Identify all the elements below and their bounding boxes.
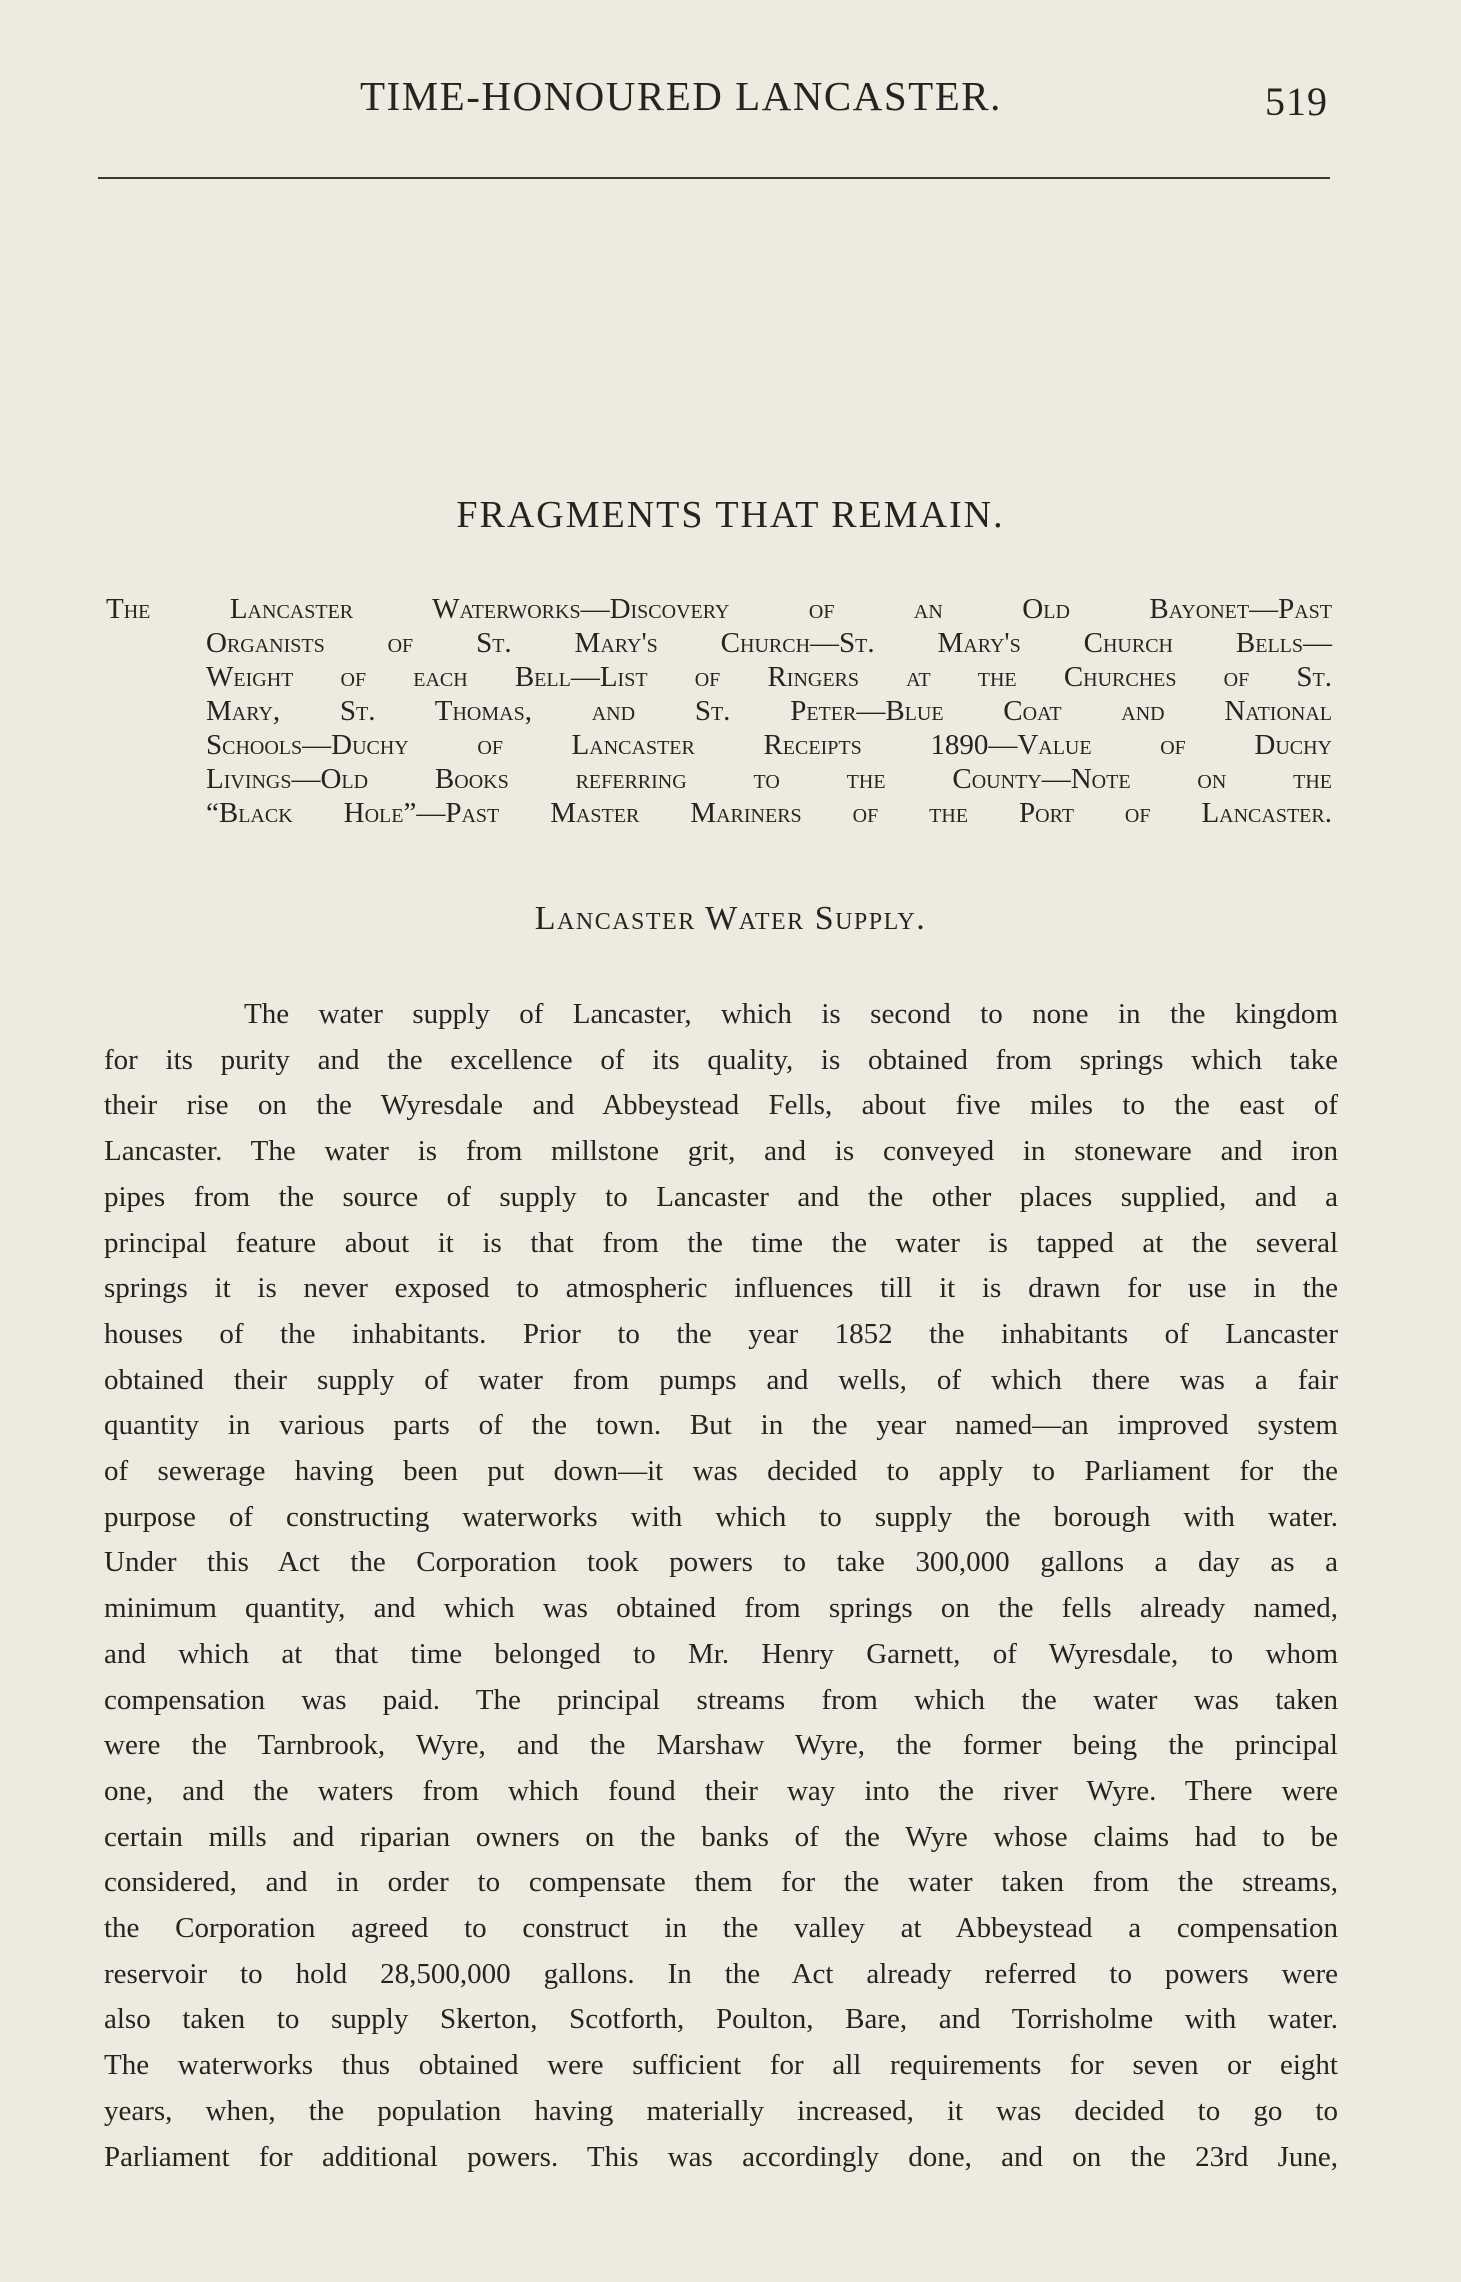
text-line: years, when, the population having materially increased, it was decided to go to: [104, 2094, 1338, 2127]
text-line: considered, and in order to compensate them for the water taken from the streams,: [104, 1866, 1338, 1899]
running-head: [98, 72, 1328, 132]
body-paragraph: [104, 992, 1338, 2180]
text-line: the Corporation agreed to construct in the valley at Abbeystead a compensation: [104, 1912, 1338, 1945]
header-rule: [98, 177, 1330, 179]
text-line: Parliament for additional powers. This was accordingly done, and on the 23rd June,: [104, 2140, 1338, 2173]
text-line: of sewerage having been put down—it was decided to apply to Parliament for the: [104, 1455, 1338, 1488]
synopsis-line: Mary, St. Thomas, and St. Peter—Blue Coat and National: [206, 695, 1332, 727]
text-line: springs it is never exposed to atmospheric influences till it is drawn for use in the: [104, 1272, 1338, 1305]
text-line: Under this Act the Corporation took powers to take 300,000 gallons a day as a: [104, 1546, 1338, 1579]
synopsis-line: Livings—Old Books referring to the County—Note on the: [206, 763, 1332, 795]
text-line: quantity in various parts of the town. But in the year named—an improved system: [104, 1409, 1338, 1442]
text-line: were the Tarnbrook, Wyre, and the Marshaw Wyre, the former being the principal: [104, 1729, 1338, 1762]
text-line: and which at that time belonged to Mr. Henry Garnett, of Wyresdale, to whom: [104, 1637, 1338, 1670]
synopsis-line: Schools—Duchy of Lancaster Receipts 1890—Value of Duchy: [206, 729, 1332, 761]
text-line: certain mills and riparian owners on the banks of the Wyre whose claims had to be: [104, 1820, 1338, 1853]
text-line: pipes from the source of supply to Lancaster and the other places supplied, and a: [104, 1180, 1338, 1213]
chapter-synopsis: [106, 592, 1332, 830]
text-line: The water supply of Lancaster, which is second to none in the kingdom: [244, 998, 1338, 1030]
text-line: obtained their supply of water from pumps and wells, of which there was a fair: [104, 1363, 1338, 1396]
text-line: one, and the waters from which found their way into the river Wyre. There were: [104, 1774, 1338, 1807]
section-heading: Lancaster Water Supply.: [534, 900, 927, 937]
text-line: Lancaster. The water is from millstone grit, and is conveyed in stoneware and iron: [104, 1135, 1338, 1168]
text-line: principal feature about it is that from the time the water is tapped at the several: [104, 1226, 1338, 1259]
synopsis-line: Weight of each Bell—List of Ringers at the Churches of St.: [206, 661, 1332, 693]
text-line: also taken to supply Skerton, Scotforth, Poulton, Bare, and Torrisholme with water.: [104, 2003, 1338, 2036]
text-line: minimum quantity, and which was obtained from springs on the fells already named,: [104, 1592, 1338, 1625]
running-title: TIME-HONOURED LANCASTER.: [360, 73, 1002, 119]
text-line: reservoir to hold 28,500,000 gallons. In the Act already referred to powers were: [104, 1957, 1338, 1990]
text-line: purpose of constructing waterworks with which to supply the borough with water.: [104, 1500, 1338, 1533]
synopsis-line: Organists of St. Mary's Church—St. Mary's Church Bells—: [206, 627, 1332, 659]
text-line: compensation was paid. The principal streams from which the water was taken: [104, 1683, 1338, 1716]
chapter-title: FRAGMENTS THAT REMAIN.: [456, 494, 1005, 536]
synopsis-line: The Lancaster Waterworks—Discovery of an Old Bayonet—Past: [106, 593, 1332, 625]
synopsis-line: “Black Hole”—Past Master Mariners of the Port of Lancaster.: [206, 797, 1332, 829]
text-line: The waterworks thus obtained were sufficient for all requirements for seven or eight: [104, 2049, 1338, 2082]
text-line: houses of the inhabitants. Prior to the year 1852 the inhabitants of Lancaster: [104, 1317, 1338, 1350]
page-number: 519: [1265, 79, 1328, 124]
text-line: their rise on the Wyresdale and Abbeystead Fells, about five miles to the east of: [104, 1089, 1338, 1122]
text-line: for its purity and the excellence of its quality, is obtained from springs which take: [104, 1043, 1338, 1076]
